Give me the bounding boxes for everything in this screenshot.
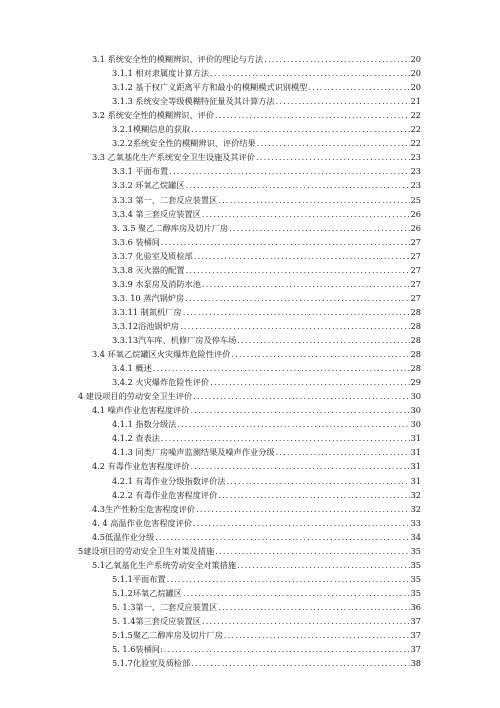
toc-entry-title: 3.1.2 基于权广义距离平方和最小的模糊模式识别模型 — [112, 82, 308, 93]
toc-entry-title: 4.1.2 查表法 — [112, 433, 160, 444]
dot-leader — [191, 124, 409, 134]
dot-leader — [180, 321, 410, 331]
toc-entry-title: 3.3.3 第一、二套反应装置区 — [112, 194, 218, 205]
toc-entry-page: 37 — [410, 630, 421, 641]
toc-entry-title: 4. 4 高温作业危害程度评价 — [92, 517, 193, 528]
toc-entry-title: 5. 1.4第三套反应装置区 — [112, 616, 201, 626]
toc-entry-page: 26 — [410, 222, 421, 233]
toc-entry-title: 3.1.1 相对隶属度计算方法 — [112, 68, 210, 79]
toc-entry-page: 37 — [410, 616, 421, 626]
toc-entry[interactable] — [112, 640, 421, 654]
toc-entry-page: 35 — [410, 573, 421, 584]
toc-entry-title: 3.3.9 水泵房及消防水池 — [112, 278, 201, 289]
dot-leader — [210, 68, 409, 78]
dot-leader — [202, 209, 410, 219]
toc-entry[interactable] — [112, 612, 421, 626]
toc-entry[interactable] — [78, 387, 421, 401]
toc-entry-page: 28 — [410, 335, 421, 345]
toc-entry[interactable] — [112, 626, 421, 640]
toc-entry-page: 22 — [410, 124, 421, 135]
toc-entry-page: 23 — [410, 166, 421, 177]
toc-entry-title: 3.2.1模糊信息的获取 — [112, 124, 191, 135]
toc-entry-title: 5. 1.6装桶间: — [112, 644, 163, 655]
dot-leader — [202, 616, 410, 626]
toc-entry-title: 4.3生产性粉尘危害程度评价 — [92, 503, 196, 514]
toc-entry-title: 3.4.2 火灾爆炸危险性评价 — [112, 377, 210, 388]
dot-leader — [276, 96, 410, 106]
dot-leader — [153, 363, 410, 373]
toc-entry-title: 5.1乙氧基化生产系统劳动安全对策措施 — [92, 559, 237, 570]
dot-leader — [231, 349, 409, 359]
toc-entry-title: 4.5低温作业分级 — [92, 531, 155, 542]
toc-entry-page: 23 — [410, 180, 421, 191]
toc-entry-title: 5.1.7化验室及质检部 — [112, 658, 191, 669]
toc-entry-page: 30 — [410, 419, 421, 430]
toc-entry-page: 36 — [410, 601, 421, 612]
toc-entry[interactable] — [112, 415, 421, 429]
dot-leader — [186, 180, 410, 190]
toc-entry-page: 29 — [410, 377, 421, 388]
toc-entry-page: 31 — [410, 475, 421, 486]
dot-leader — [229, 223, 409, 233]
toc-entry[interactable] — [112, 359, 421, 373]
dot-leader — [183, 588, 410, 598]
toc-entry[interactable] — [112, 191, 421, 205]
toc-entry[interactable] — [92, 106, 421, 120]
toc-entry[interactable] — [92, 401, 421, 415]
toc-entry-title: 3.2.2系统安全性的模糊辨识、评价结果 — [112, 138, 256, 149]
dot-leader — [193, 391, 409, 401]
toc-entry[interactable] — [112, 233, 421, 247]
toc-entry[interactable] — [112, 162, 421, 176]
toc-entry[interactable] — [112, 176, 421, 190]
toc-entry-page: 27 — [410, 264, 421, 275]
dot-leader — [169, 166, 409, 176]
toc-entry[interactable] — [92, 148, 421, 162]
toc-entry[interactable] — [92, 500, 421, 514]
toc-entry[interactable] — [112, 289, 421, 303]
toc-entry[interactable] — [112, 261, 421, 275]
toc-entry[interactable] — [112, 331, 421, 345]
toc-entry-page: 28 — [410, 363, 421, 374]
toc-entry[interactable] — [112, 205, 421, 219]
toc-entry-title: 5.1.1平面布置 — [112, 573, 166, 584]
toc-entry[interactable] — [112, 303, 421, 317]
toc-entry-title: 3.3.13汽车库、机修厂房及停车场 — [112, 335, 237, 345]
toc-entry-title: 3.3.8 灭火器的配置 — [112, 264, 185, 275]
toc-entry[interactable] — [112, 654, 421, 668]
toc-entry-title: 3.1.3 系统安全等级模糊特征量及其计算方法 — [112, 96, 275, 107]
toc-entry[interactable] — [112, 373, 421, 387]
toc-entry[interactable] — [112, 219, 421, 233]
dot-leader — [194, 251, 410, 261]
toc-entry[interactable] — [112, 486, 421, 500]
toc-entry-page: 20 — [410, 68, 421, 79]
toc-entry-title: 3.4 环氧乙烷罐区火灾爆炸危险性评价 — [92, 349, 231, 360]
toc-entry-page: 28 — [410, 306, 421, 317]
toc-entry-title: 3.3.6 装桶间 — [112, 236, 160, 247]
toc-entry-title: 3. 3.5 聚乙二醇库房及切片厂房 — [112, 222, 229, 233]
toc-entry-title: 3.3.4 第三套反应装置区 — [112, 208, 201, 219]
toc-entry-page: 33 — [410, 517, 421, 528]
toc-entry[interactable] — [112, 134, 421, 148]
dot-leader — [186, 265, 410, 275]
toc-entry-title: 3.3.1 平面布置 — [112, 166, 169, 177]
dot-leader — [237, 560, 410, 570]
toc-entry[interactable] — [112, 275, 421, 289]
toc-entry[interactable] — [112, 598, 421, 612]
toc-entry-title: 3.3 乙氧基化生产系统安全卫生设施及其评价 — [92, 152, 255, 163]
toc-entry-page: 35 — [410, 545, 421, 556]
toc-entry-title: 4.2 有毒作业危害程度评价 — [92, 461, 190, 472]
dot-leader — [185, 293, 409, 303]
toc-entry-title: 5.1.2环氧乙烷罐区 — [112, 587, 182, 598]
toc-entry-page: 20 — [410, 82, 421, 93]
toc-entry[interactable] — [112, 472, 421, 486]
toc-entry-title: 4.2.1 有毒作业分级指数评价法 — [112, 475, 226, 486]
toc-entry-page: 20 — [410, 54, 421, 64]
toc-entry-page: 27 — [410, 236, 421, 247]
toc-entry-page: 25 — [410, 194, 421, 205]
toc-entry-page: 28 — [410, 349, 421, 360]
toc-entry-title: 3.3.12浴池锅炉房 — [112, 320, 179, 331]
toc-entry[interactable] — [92, 556, 421, 570]
toc-entry-title: 3.3.2 环氧乙烷罐区 — [112, 180, 185, 191]
toc-entry-page: 31 — [410, 447, 421, 458]
toc-entry-page: 34 — [410, 531, 421, 542]
toc-entry-title: 3.3.11 制氮机厂房 — [112, 306, 182, 317]
toc-entry-page: 30 — [410, 405, 421, 416]
toc-entry-page: 38 — [410, 658, 421, 669]
toc-entry[interactable] — [112, 92, 421, 106]
dot-leader — [227, 476, 410, 486]
dot-leader — [224, 630, 410, 640]
toc-entry-page: 26 — [410, 208, 421, 219]
dot-leader — [264, 54, 409, 64]
dot-leader — [218, 602, 409, 612]
toc-entry-title: 3.2 系统安全性的模糊辨识、评价 — [92, 110, 215, 121]
dot-leader — [196, 504, 409, 514]
dot-leader — [155, 532, 409, 542]
toc-entry-title: 5.1.5聚乙二醇库房及切片厂房 — [112, 630, 223, 641]
toc-entry-page: 35 — [410, 587, 421, 598]
toc-entry-title: 5. 1.3第一、二套反应装置区 — [112, 601, 218, 612]
toc-entry-page: 22 — [410, 138, 421, 149]
toc-entry[interactable] — [112, 64, 421, 78]
toc-entry-title: 4.2.2 有毒作业危害程度评价 — [112, 489, 218, 500]
dot-leader — [183, 307, 410, 317]
toc-entry-title: 5建设项目的劳动安全卫生对策及措施 — [78, 545, 215, 556]
toc-entry-page: 27 — [410, 292, 421, 303]
dot-leader — [276, 447, 410, 457]
toc-entry[interactable] — [112, 429, 421, 443]
toc-entry[interactable] — [78, 542, 421, 556]
toc-entry-page: 28 — [410, 320, 421, 331]
toc-entry[interactable] — [92, 528, 421, 542]
toc-entry-title: 4.1 噪声作业危害程度评价 — [92, 405, 190, 416]
toc-entry-page: 23 — [410, 152, 421, 163]
toc-entry-title: 3.3.7 化验室及质检部 — [112, 250, 193, 261]
dot-leader — [256, 152, 410, 162]
dot-leader — [191, 658, 409, 668]
dot-leader — [237, 335, 409, 345]
toc-entry-page: 27 — [410, 250, 421, 261]
dot-leader — [193, 518, 409, 528]
toc-entry-page: 27 — [410, 278, 421, 289]
toc-entry-page: 31 — [410, 461, 421, 472]
dot-leader — [191, 405, 410, 415]
toc-entry[interactable] — [92, 514, 421, 528]
toc-entry-page: 31 — [410, 433, 421, 444]
toc-entry-title: 3.4.1 概述 — [112, 363, 152, 374]
dot-leader — [161, 433, 410, 443]
toc-entry-page: 35 — [410, 559, 421, 570]
toc-entry-page: 30 — [410, 391, 421, 402]
toc-entry-title: 4 建设项目的劳动安全卫生评价 — [78, 391, 193, 402]
toc-entry-page: 32 — [410, 503, 421, 514]
dot-leader — [164, 644, 410, 654]
toc-entry-page: 21 — [410, 96, 421, 107]
dot-leader — [257, 138, 410, 148]
dot-leader — [308, 82, 409, 92]
toc-entry-title: 3.3. 10 蒸汽锅炉房 — [112, 292, 185, 303]
toc-entry[interactable] — [112, 317, 421, 331]
toc-entry[interactable] — [112, 570, 421, 584]
dot-leader — [215, 110, 410, 120]
toc-entry-page: 37 — [410, 644, 421, 655]
toc-entry[interactable] — [112, 120, 421, 134]
toc-entry-title: 4.1.1 指数分级法 — [112, 419, 177, 430]
dot-leader — [218, 490, 409, 500]
toc-entry-title: 3.1 系统安全性的模糊辨识、评价的理论与方法 — [92, 54, 264, 64]
toc-entry[interactable] — [112, 584, 421, 598]
dot-leader — [218, 195, 409, 205]
toc-entry-page: 22 — [410, 110, 421, 121]
toc-entry[interactable] — [92, 50, 421, 64]
toc-entry[interactable] — [112, 78, 421, 92]
toc-entry[interactable] — [92, 457, 421, 471]
dot-leader — [177, 419, 409, 429]
dot-leader — [215, 546, 409, 556]
toc-entry[interactable] — [92, 345, 421, 359]
dot-leader — [210, 377, 409, 387]
dot-leader — [202, 279, 410, 289]
dot-leader — [161, 237, 410, 247]
dot-leader — [167, 574, 410, 584]
toc-entry[interactable] — [112, 443, 421, 457]
toc-entry[interactable] — [112, 247, 421, 261]
toc-entry-page: 32 — [410, 489, 421, 500]
dot-leader — [191, 461, 410, 471]
toc-entry-title: 4.1.3 同类厂房噪声监测结果及噪声作业分级 — [112, 447, 275, 458]
